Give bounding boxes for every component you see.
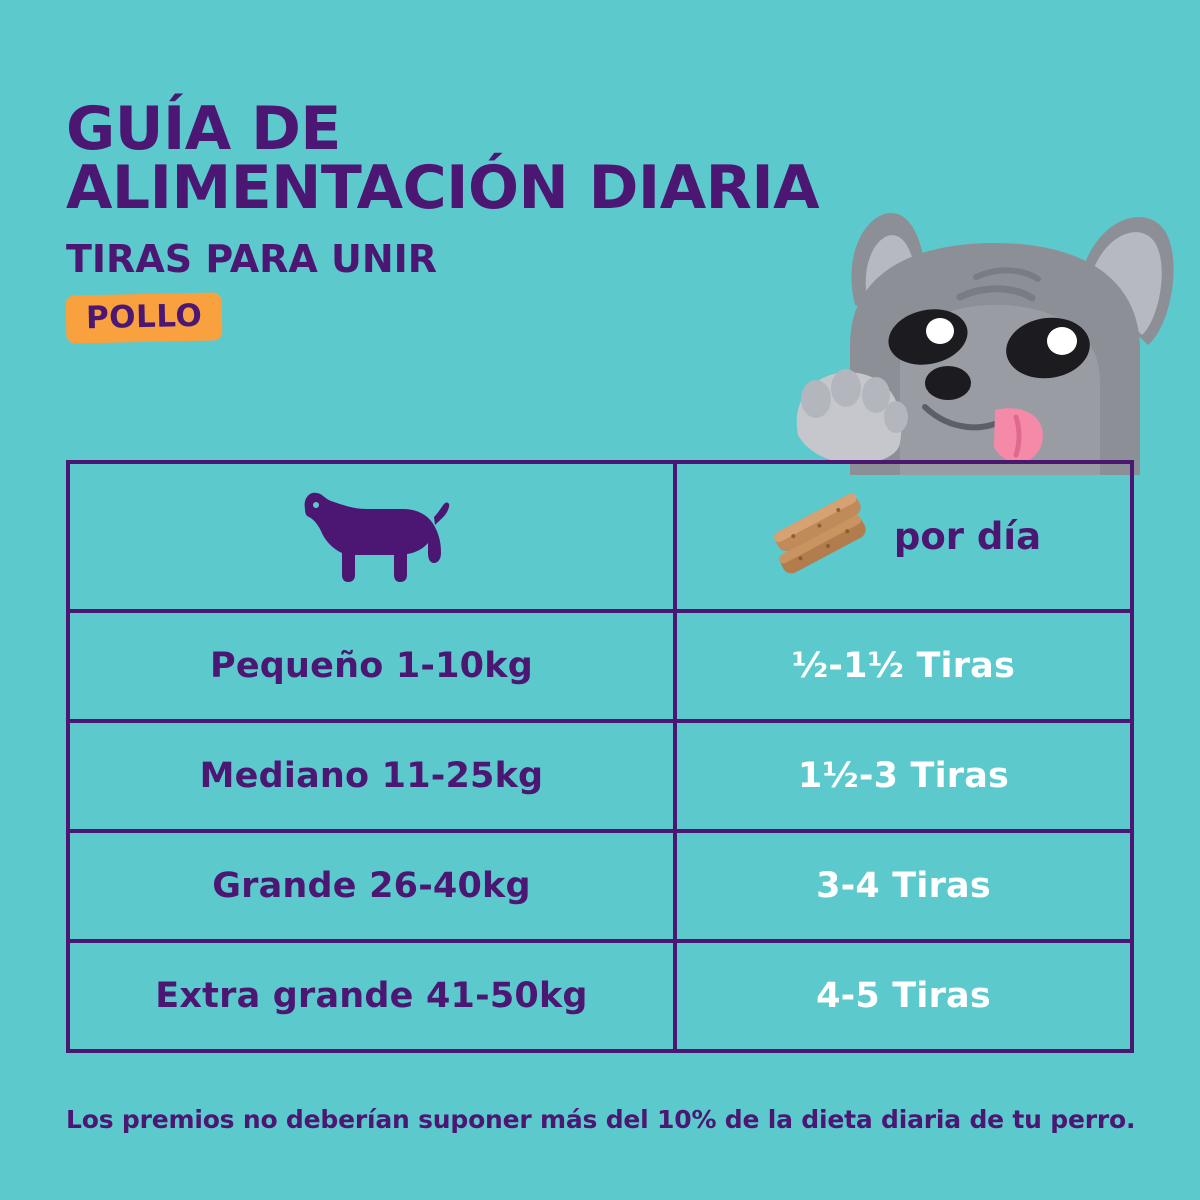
cell-size [68, 831, 675, 941]
header-cell-dog-size [68, 462, 675, 611]
cell-amount [675, 941, 1132, 1051]
feeding-table [66, 460, 1134, 1053]
amount-label: ½-1½ Tiras [791, 646, 1016, 686]
cell-size [68, 611, 675, 721]
per-day-label: por día [893, 515, 1042, 558]
size-label: Pequeño 1-10kg [210, 646, 533, 686]
treat-icon [766, 490, 876, 584]
footnote: Los premios no deberían suponer más del 10% de la dieta diaria de tu perro. [66, 1105, 1136, 1134]
cell-amount [675, 721, 1132, 831]
cell-size [68, 941, 675, 1051]
table-row [68, 721, 1132, 831]
size-label: Mediano 11-25kg [199, 756, 544, 796]
table-row [68, 941, 1132, 1051]
size-label: Extra grande 41-50kg [155, 976, 588, 1016]
dog-silhouette-icon [70, 485, 673, 589]
cell-size [68, 721, 675, 831]
page-title: GUÍA DE ALIMENTACIÓN DIARIA [66, 94, 820, 223]
amount-label: 1½-3 Tiras [797, 756, 1010, 796]
product-subtitle: TIRAS PARA UNIR [66, 236, 438, 281]
cell-amount [675, 831, 1132, 941]
table-header-row [68, 462, 1132, 611]
table-row [68, 831, 1132, 941]
amount-label: 4-5 Tiras [816, 976, 991, 1016]
flavor-badge: POLLO [66, 292, 223, 343]
header [66, 94, 966, 342]
header-cell-per-day [675, 462, 1132, 611]
amount-label: 3-4 Tiras [816, 866, 991, 906]
size-label: Grande 26-40kg [212, 866, 531, 906]
cell-amount [675, 611, 1132, 721]
flavor-badge-wrap [66, 294, 966, 342]
table-row [68, 611, 1132, 721]
